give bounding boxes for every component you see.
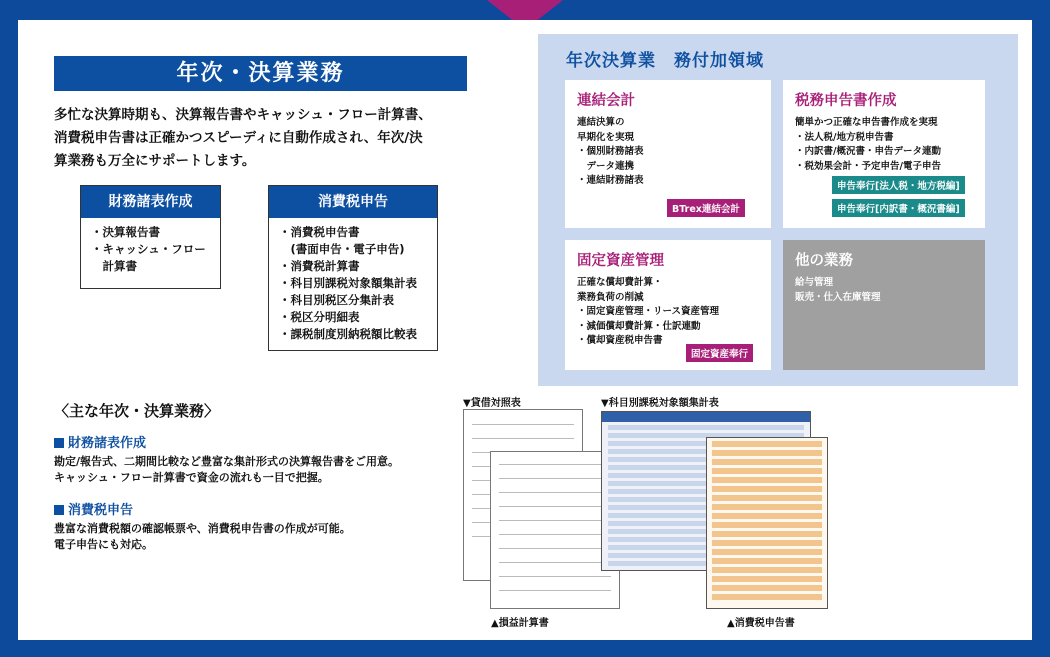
card-other-work (783, 240, 985, 370)
product-tag-corporate-tax[interactable]: 申告奉行[法人税・地方税編] (832, 176, 965, 194)
section-title (54, 432, 146, 451)
section-title-text: 財務諸表作成 (68, 436, 147, 451)
card-text: 連結決算の 早期化を実現 ・個別財務諸表 データ連携 ・連結財務諸表 (577, 117, 644, 186)
intro-line: 消費税申告書は正確かつスピーディに自動作成され、年次/決 (54, 130, 423, 146)
financial-statements-box (80, 185, 221, 289)
card-title: 税務申告書作成 (795, 93, 897, 109)
card-text: 正確な償却費計算・ 業務負荷の削減 ・固定資産管理・リース資産管理 ・減価償却費計算・仕訳連動 ・償却資産税申告書 (577, 277, 720, 346)
consumption-tax-box (268, 185, 438, 351)
box-title: 財務諸表作成 (81, 186, 220, 218)
card-text: 給与管理 販売・仕入在庫管理 (795, 277, 881, 303)
main-heading: 〈主な年次・決算業務〉 (54, 402, 220, 420)
intro-text (54, 104, 474, 173)
box-title: 消費税申告 (269, 186, 437, 218)
card-title: 連結会計 (577, 93, 635, 109)
box-body: ・決算報告書 ・キャッシュ・フロー 計算書 (91, 225, 206, 273)
product-tag-breakdown[interactable]: 申告奉行[内訳書・概況書編] (832, 199, 965, 217)
consumption-tax-form-thumbnail (706, 437, 828, 609)
caption-taxable-summary: ▼科目別課税対象額集計表 (601, 398, 719, 409)
section-title-text: 消費税申告 (68, 503, 134, 518)
product-tag-btrex[interactable]: BTrex連結会計 (667, 199, 745, 217)
card-title: 他の業務 (795, 253, 853, 269)
section-desc: 勘定/報告式、二期間比較など豊富な集計形式の決算報告書をご用意。 キャッシュ・フロー計算書で資金の流れも一目で把握。 (54, 455, 400, 484)
box-body: ・消費税申告書 (書面申告・電子申告) ・消費税計算書 ・科目別課税対象額集計表 ・科目別税区分集計表 ・税区分明細表 ・課税制度別納税額比較表 (279, 225, 417, 341)
caption-consumption-tax-return: ▲消費税申告書 (727, 618, 795, 629)
panel-title: 年次決算業 務付加領域 (566, 51, 764, 71)
card-title: 固定資産管理 (577, 253, 664, 269)
product-tag-fixed-assets[interactable]: 固定資産奉行 (686, 344, 753, 362)
caption-balance-sheet: ▼貸借対照表 (463, 398, 521, 409)
intro-line: 多忙な決算時期も、決算報告書やキャッシュ・フロー計算書、 (54, 107, 432, 123)
card-text: 簡単かつ正確な申告書作成を実現 ・法人税/地方税申告書 ・内訳書/概況書・申告データ連動 ・税効果会計・予定申告/電子申告 (795, 117, 941, 172)
section-desc: 豊富な消費税額の確認帳票や、消費税申告書の作成が可能。 電子申告にも対応。 (54, 522, 351, 551)
intro-line: 算業務も万全にサポートします。 (54, 153, 256, 169)
section-title (54, 499, 133, 518)
square-bullet-icon (54, 438, 64, 448)
caption-income-statement: ▲損益計算書 (491, 618, 549, 629)
square-bullet-icon (54, 505, 64, 515)
page-title: 年次・決算業務 (54, 56, 467, 91)
